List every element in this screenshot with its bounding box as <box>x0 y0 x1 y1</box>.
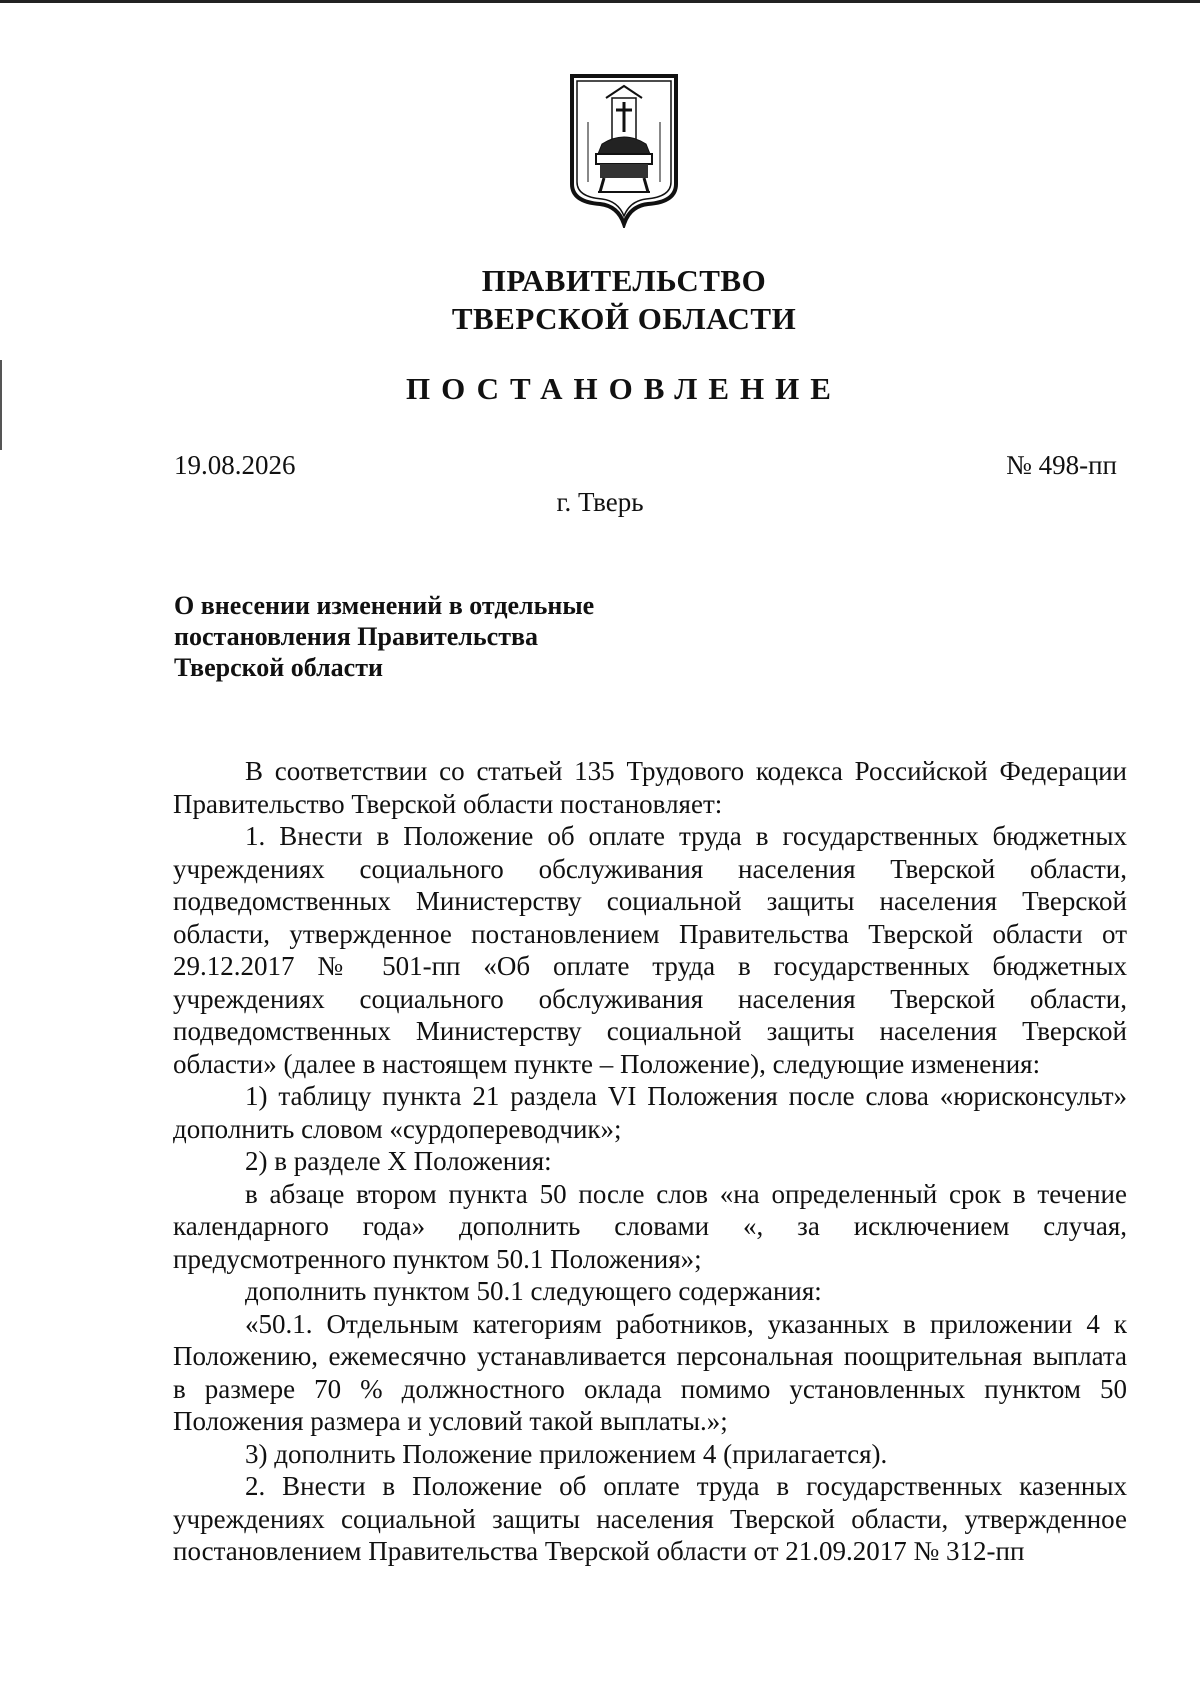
document-type-heading: ПОСТАНОВЛЕНИЕ <box>406 371 842 406</box>
government-title-line1: ПРАВИТЕЛЬСТВО <box>481 263 767 298</box>
document-city: г. Тверь <box>556 487 644 517</box>
body-paragraph: «50.1. Отдельным категориям работников, указанных в приложении 4 к Положению, ежемесячно устанавливается персональная поощрительная выплата в размере 70 % должностного оклада помимо установленных пунктом 50 Положения размера и условий такой выплаты.»; <box>173 1308 1127 1436</box>
scan-top-edge <box>0 0 1200 3</box>
document-subject <box>174 590 694 683</box>
document-number: № 498-пп <box>1006 450 1117 480</box>
body-paragraph: 2) в разделе X Положения: <box>245 1146 552 1176</box>
subject-line: постановления Правительства <box>174 622 538 651</box>
body-paragraph: в абзаце втором пункта 50 после слов «на определенный срок в течение календарного года» дополнить словами «, за исключением случая, предусмотренного пунктом 50.1 Положения»; <box>173 1178 1127 1274</box>
tver-coat-of-arms-icon <box>568 72 680 228</box>
government-title-line2: ТВЕРСКОЙ ОБЛАСТИ <box>451 301 797 336</box>
body-paragraph: 1) таблицу пункта 21 раздела VI Положения после слова «юрисконсульт» дополнить словом «сурдопереводчик»; <box>173 1081 1127 1144</box>
document-body <box>173 755 1127 1568</box>
body-paragraph: 2. Внести в Положение об оплате труда в государственных казенных учреждениях социальной защиты населения Тверской области, утвержденное постановлением Правительства Тверской области от 21.09.2017 № 312-пп <box>173 1471 1127 1566</box>
body-paragraph: дополнить пунктом 50.1 следующего содержания: <box>245 1276 822 1306</box>
body-paragraph: 1. Внести в Положение об оплате труда в государственных бюджетных учреждениях социального обслуживания населения Тверской области, подведомственных Министерству социальной защиты населения Тверской области, утвержденное постановлением Правительства Тверской области от 29.12.2017 № 501-пп «Об оплате труда в государственных бюджетных учреждениях социального обслуживания населения Тверской области, подведомственных Министерству социальной защиты населения Тверской области» (далее в настоящем пункте – Положение), следующие изменения: <box>173 821 1127 1079</box>
document-date: 19.08.2026 <box>174 450 296 480</box>
subject-line: О внесении изменений в отдельные <box>174 591 595 620</box>
subject-line: Тверской области <box>174 653 383 682</box>
body-paragraph: 3) дополнить Положение приложением 4 (прилагается). <box>245 1438 888 1469</box>
body-paragraph: В соответствии со статьей 135 Трудового кодекса Российской Федерации Правительство Тверской области постановляет: <box>173 756 1127 819</box>
